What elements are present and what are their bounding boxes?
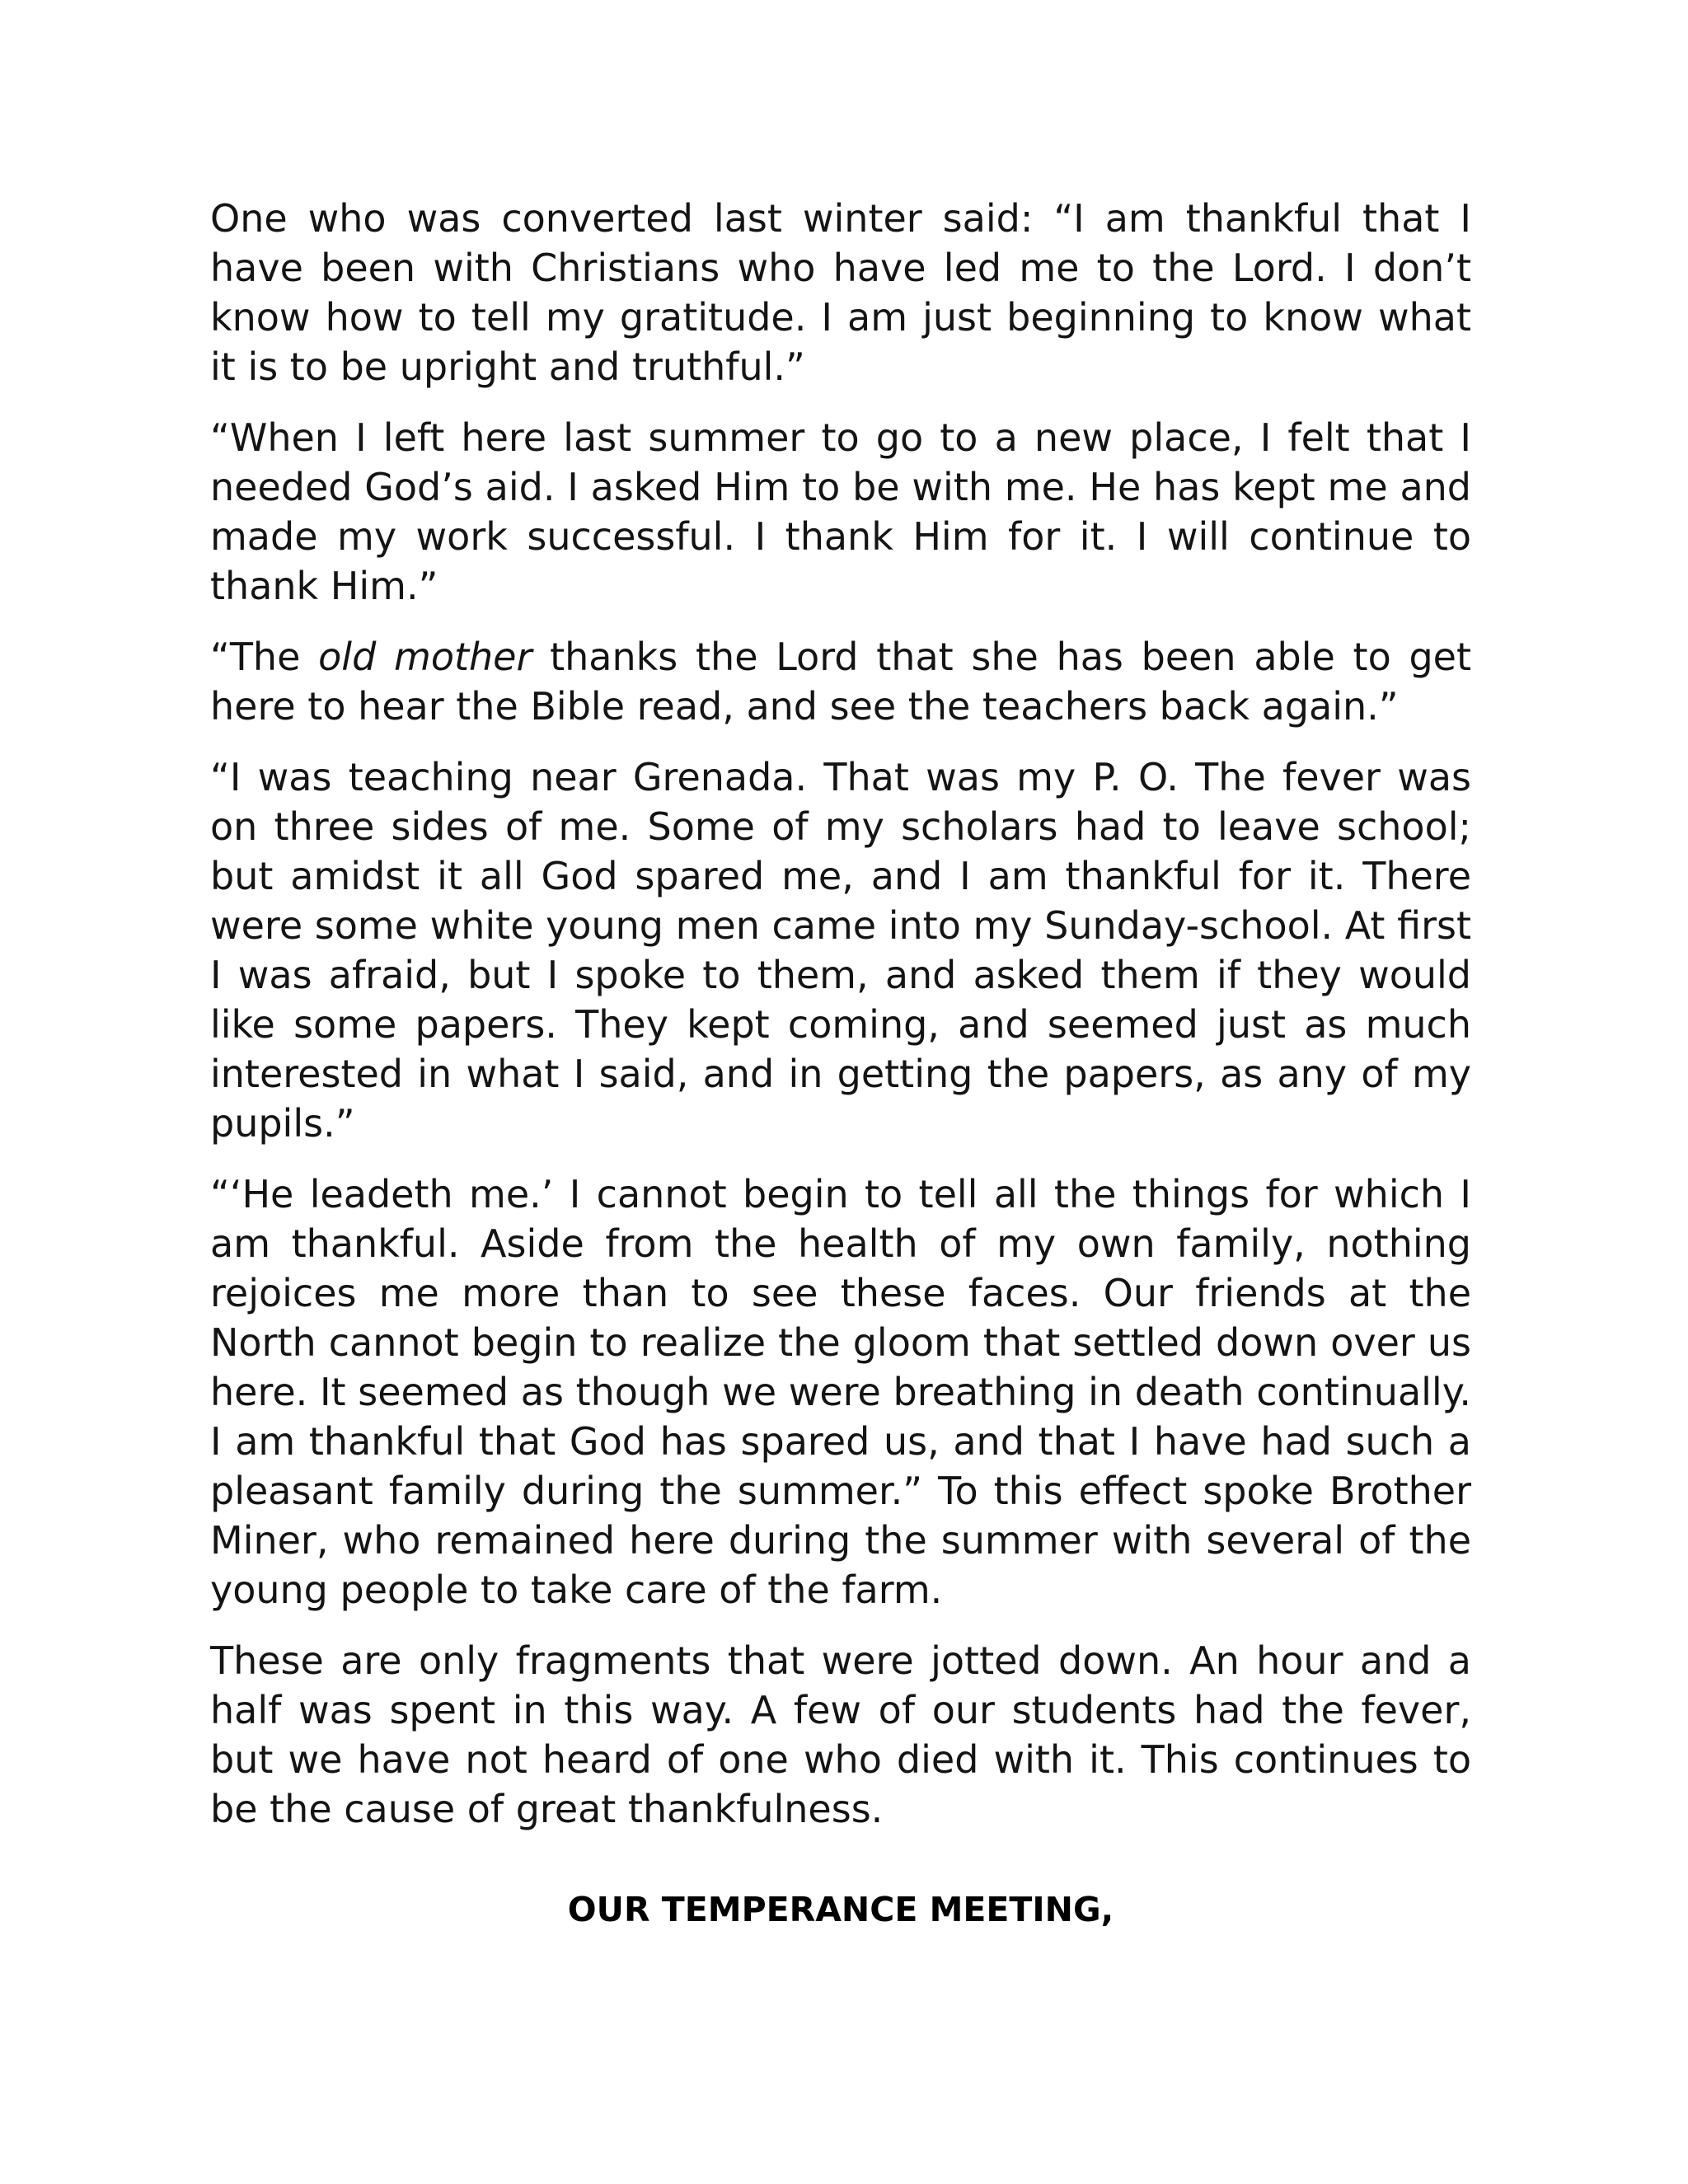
paragraph-fragments: These are only fragments that were jotted down. An hour and a half was spent in this way. A few of our students had the fever, but we have not heard of one who died with it. This continues to be the cause of great thankfulness.	[210, 1638, 1471, 1831]
paragraph-converted-last-winter: One who was converted last winter said: “I am thankful that I have been with Christians who have led me to the Lord. I don’t know how to tell my gratitude. I am just beginning to know what it is to be upright and truthful.”	[210, 196, 1471, 389]
paragraph-he-leadeth-me: “‘He leadeth me.’ I cannot begin to tell all the things for which I am thankful. Aside from the health of my own family, nothing rejoices me more than to see these faces. Our friends at the North cannot begin to realize the gloom that settled down over us here. It seemed as though we were breathing in death continually. I am thankful that God has spared us, and that I have had such a pleasant family during the summer.” To this effect spoke Brother Miner, who remained here during the summer with several of the young people to take care of the farm.	[210, 1172, 1471, 1612]
paragraph-old-mother	[210, 632, 1471, 731]
paragraph-teaching-near-grenada: “I was teaching near Grenada. That was my P. O. The fever was on three sides of me. Some of my scholars had to leave school; but amidst it all God spared me, and I am thankful for it. There were some white young men came into my Sunday-school. At first I was afraid, but I spoke to them, and asked them if they would like some papers. They kept coming, and seemed just as much interested in what I said, and in getting the papers, as any of my pupils.”	[210, 755, 1471, 1146]
paragraph-old-mother-end: thanks the Lord that she has been able to get here to hear the Bible read, and see the teachers back again.”	[210, 635, 1471, 729]
paragraph-left-last-summer: “When I left here last summer to go to a new place, I felt that I needed God’s aid. I asked Him to be with me. He has kept me and made my work successful. I thank Him for it. I will continue to thank Him.”	[210, 415, 1471, 608]
document-page	[210, 194, 1471, 1934]
paragraph-old-mother-start: “The	[210, 635, 319, 679]
section-heading: OUR TEMPERANCE MEETING,	[567, 1890, 1114, 1929]
paragraph-old-mother-italic: old mother	[318, 635, 532, 679]
